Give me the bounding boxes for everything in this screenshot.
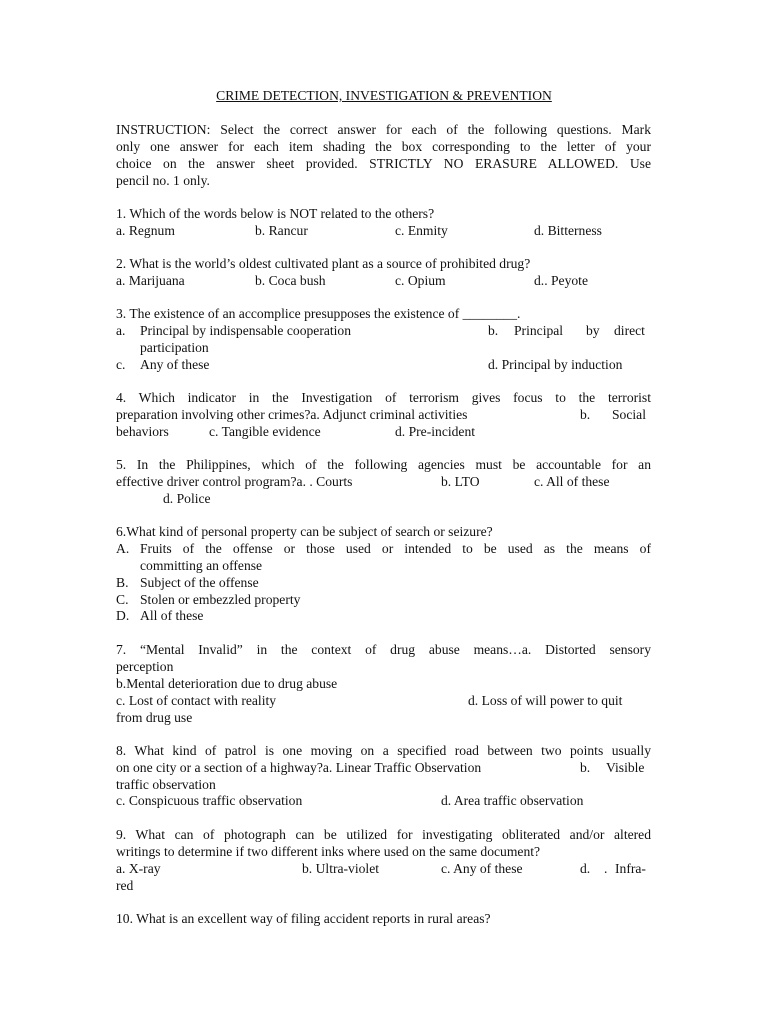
question-4-option-b-letter: b. <box>580 407 591 422</box>
question-7-option-c: c. Lost of contact with reality <box>116 693 277 708</box>
question-1-stem: 1. Which of the words below is NOT related to the others? <box>116 206 435 221</box>
question-9-line-1: 9. What can of photograph can be utilized for investigating obliterated and/or altered <box>116 827 651 842</box>
question-1-option-a: a. Regnum <box>116 223 175 238</box>
question-4-option-c: c. Tangible evidence <box>209 424 321 439</box>
question-9-option-d: Infra- <box>615 861 646 876</box>
question-7-option-d: d. Loss of will power to quit <box>468 693 623 708</box>
question-3-option-d: d. Principal by induction <box>488 357 623 372</box>
question-5-option-c: c. All of these <box>534 474 610 489</box>
instruction-line-3: choice on the answer sheet provided. STRICTLY NO ERASURE ALLOWED. Use <box>116 156 651 171</box>
question-9-option-c: c. Any of these <box>441 861 523 876</box>
question-3-option-a: Principal by indispensable cooperation <box>140 323 352 338</box>
question-10-stem: 10. What is an excellent way of filing accident reports in rural areas? <box>116 911 491 926</box>
question-8-option-d: d. Area traffic observation <box>441 793 584 808</box>
question-5-option-b: b. LTO <box>441 474 480 489</box>
question-8-option-b-cont: traffic observation <box>116 777 216 792</box>
question-2-stem: 2. What is the world’s oldest cultivated plant as a source of prohibited drug? <box>116 256 531 271</box>
question-3-option-a-letter: a. <box>116 323 126 338</box>
question-3-option-c-letter: c. <box>116 357 126 372</box>
question-8-option-b-letter: b. <box>580 760 591 775</box>
question-9-line-2: writings to determine if two different inks where used on the same document? <box>116 844 541 859</box>
question-7-line-2: perception <box>116 659 174 674</box>
question-6-option-b-letter: B. <box>116 575 129 590</box>
question-5-line-2: effective driver control program?a. . Courts <box>116 474 353 489</box>
instruction-line-1: INSTRUCTION: Select the correct answer for each of the following questions. Mark <box>116 122 651 137</box>
question-1-option-c: c. Enmity <box>395 223 448 238</box>
question-3-option-b-letter: b. <box>488 323 499 338</box>
question-5-option-d: d. Police <box>163 491 211 506</box>
question-4-option-b-cont: behaviors <box>116 424 169 439</box>
question-8-option-c: c. Conspicuous traffic observation <box>116 793 303 808</box>
question-2-option-a: a. Marijuana <box>116 273 185 288</box>
question-7-line-1: 7. “Mental Invalid” in the context of drug abuse means…a. Distorted sensory <box>116 642 651 657</box>
instruction-line-4: pencil no. 1 only. <box>116 173 210 188</box>
question-9-option-d-letter: d. <box>580 861 591 876</box>
question-6-option-b: Subject of the offense <box>140 575 259 590</box>
question-4-line-1: 4. Which indicator in the Investigation of terrorism gives focus to the terrorist <box>116 390 651 405</box>
question-3-option-b-cont: participation <box>140 340 209 355</box>
question-3-stem: 3. The existence of an accomplice presupposes the existence of ________. <box>116 306 521 321</box>
question-8-line-2: on one city or a section of a highway?a. Linear Traffic Observation <box>116 760 482 775</box>
question-8-option-b: Visible <box>606 760 645 775</box>
question-1-option-d: d. Bitterness <box>534 223 602 238</box>
question-9-option-b: b. Ultra-violet <box>302 861 380 876</box>
question-8-line-1: 8. What kind of patrol is one moving on a specified road between two points usually <box>116 743 651 758</box>
question-9-option-a: a. X-ray <box>116 861 161 876</box>
instruction-line-2: only one answer for each item shading the box corresponding to the letter of your <box>116 139 651 154</box>
question-7-option-d-cont: from drug use <box>116 710 193 725</box>
question-6-option-c: Stolen or embezzled property <box>140 592 301 607</box>
question-6-stem: 6.What kind of personal property can be subject of search or seizure? <box>116 524 493 539</box>
document-title: CRIME DETECTION, INVESTIGATION & PREVENTION <box>216 88 552 103</box>
question-1-option-b: b. Rancur <box>255 223 308 238</box>
question-6-option-a-cont: committing an offense <box>140 558 263 573</box>
question-4-option-b: Social <box>612 407 646 422</box>
question-6-option-a-letter: A. <box>116 541 130 556</box>
question-6-option-d: All of these <box>140 608 204 623</box>
question-3-option-b-word-2: by <box>586 323 600 338</box>
question-5-line-1: 5. In the Philippines, which of the following agencies must be accountable for an <box>116 457 651 472</box>
question-6-option-d-letter: D. <box>116 608 130 623</box>
question-6-option-a: Fruits of the offense or those used or intended to be used as the means of <box>140 541 651 556</box>
question-9-option-d-cont: red <box>116 878 134 893</box>
question-6-option-c-letter: C. <box>116 592 129 607</box>
question-3-option-c: Any of these <box>140 357 210 372</box>
question-4-line-2: preparation involving other crimes?a. Adjunct criminal activities <box>116 407 468 422</box>
question-3-option-b-word-3: direct <box>614 323 645 338</box>
question-2-option-d: d.. Peyote <box>534 273 588 288</box>
question-2-option-b: b. Coca bush <box>255 273 326 288</box>
question-4-option-d: d. Pre-incident <box>395 424 476 439</box>
question-7-option-b: b.Mental deterioration due to drug abuse <box>116 676 338 691</box>
question-3-option-b-word-1: Principal <box>514 323 564 338</box>
question-9-option-d-dot: . <box>604 861 608 876</box>
question-2-option-c: c. Opium <box>395 273 446 288</box>
